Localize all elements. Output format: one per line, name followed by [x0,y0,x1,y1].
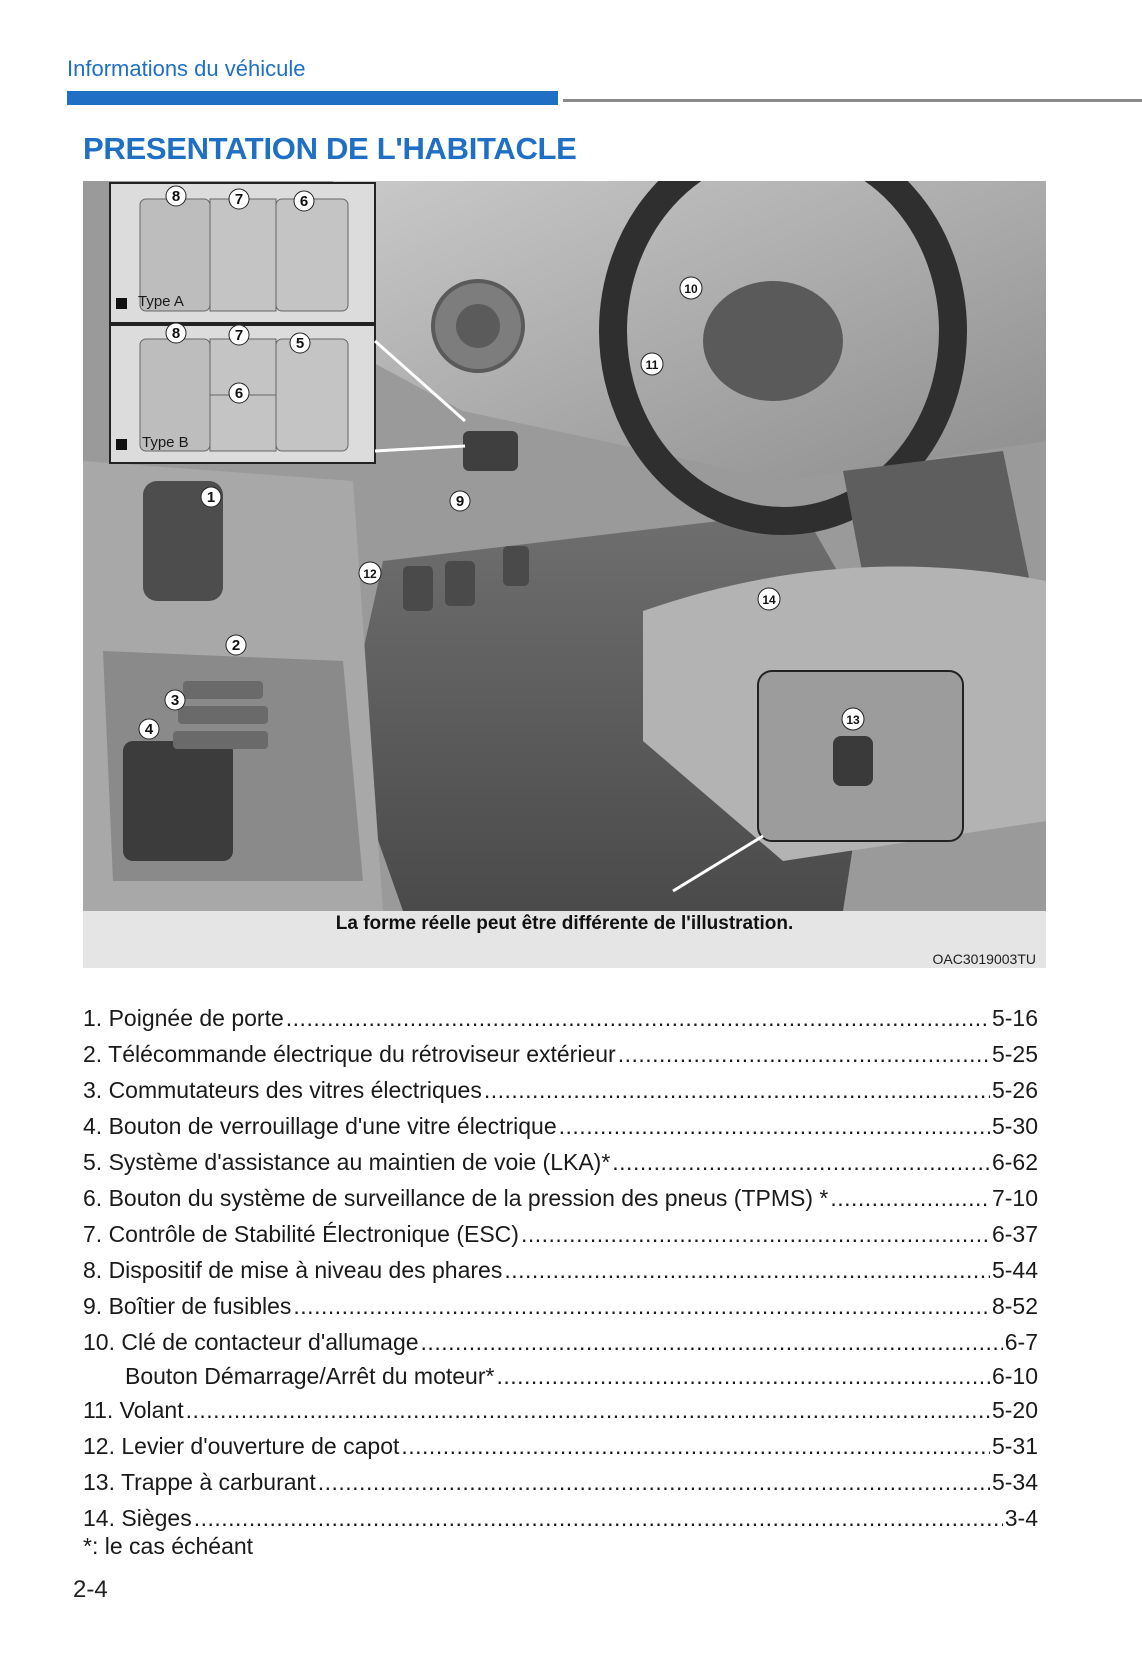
callout-14: 14 [762,593,776,607]
interior-drawing [83,181,1046,911]
callout-5: 5 [295,335,305,352]
list-item: 3. Commutateurs des vitres électriques ..... 5-26 [83,1072,1038,1108]
list-item: 7. Contrôle de Stabilité Électronique (ESC) ..... 6-37 [83,1216,1038,1252]
callout-13: 13 [846,713,860,727]
list-item: 6. Bouton du système de surveillance de la pression des pneus (TPMS) * ..... 7-10 [83,1180,1038,1216]
list-item: 13. Trappe à carburant ..... 5-34 [83,1464,1038,1500]
figure-code: OAC3019003TU [932,951,1036,967]
interior-illustration [83,181,1046,968]
callout-8a: 8 [171,188,181,205]
callout-3: 3 [170,692,180,709]
callout-2: 2 [231,637,241,654]
list-item: 2. Télécommande électrique du rétroviseur extérieur ..... 5-25 [83,1036,1038,1072]
page-title: PRESENTATION DE L'HABITACLE [83,131,577,166]
inset-b-label: Type B [142,434,189,451]
figure-caption: La forme réelle peut être différente de l'illustration. [335,913,794,934]
list-item: 8. Dispositif de mise à niveau des phares ..... 5-44 [83,1252,1038,1288]
inset-a-label: Type A [138,293,184,310]
callout-8b: 8 [171,325,181,342]
header-accent-bar [67,91,558,105]
callout-4: 4 [144,721,154,738]
list-item: 10. Clé de contacteur d'allumage ..... 6-7 [83,1324,1038,1360]
list-subitem: Bouton Démarrage/Arrêt du moteur* ..... 6-10 [83,1360,1038,1392]
callout-12: 12 [363,567,377,581]
callout-1: 1 [206,489,216,506]
callout-7a: 7 [234,191,244,208]
callout-11: 11 [645,358,659,372]
callout-6b: 6 [234,385,244,402]
list-item: 1. Poignée de porte ..... 5-16 [83,1000,1038,1036]
callout-7b: 7 [234,327,244,344]
list-item: 5. Système d'assistance au maintien de voie (LKA)* ..... 6-62 [83,1144,1038,1180]
header-rule [563,99,1142,102]
callout-6a: 6 [299,193,309,210]
page-number: 2-4 [73,1576,108,1603]
callout-10: 10 [684,282,698,296]
list-item: 11. Volant ..... 5-20 [83,1392,1038,1428]
list-item: 14. Sièges ..... 3-4 [83,1500,1038,1536]
list-item: 4. Bouton de verrouillage d'une vitre électrique ..... 5-30 [83,1108,1038,1144]
footnote: *: le cas échéant [83,1533,254,1559]
section-label: Informations du véhicule [67,56,306,81]
list-item: 9. Boîtier de fusibles ..... 8-52 [83,1288,1038,1324]
list-item: 12. Levier d'ouverture de capot ..... 5-31 [83,1428,1038,1464]
item-list [83,1000,1038,1536]
callout-9: 9 [455,493,465,510]
